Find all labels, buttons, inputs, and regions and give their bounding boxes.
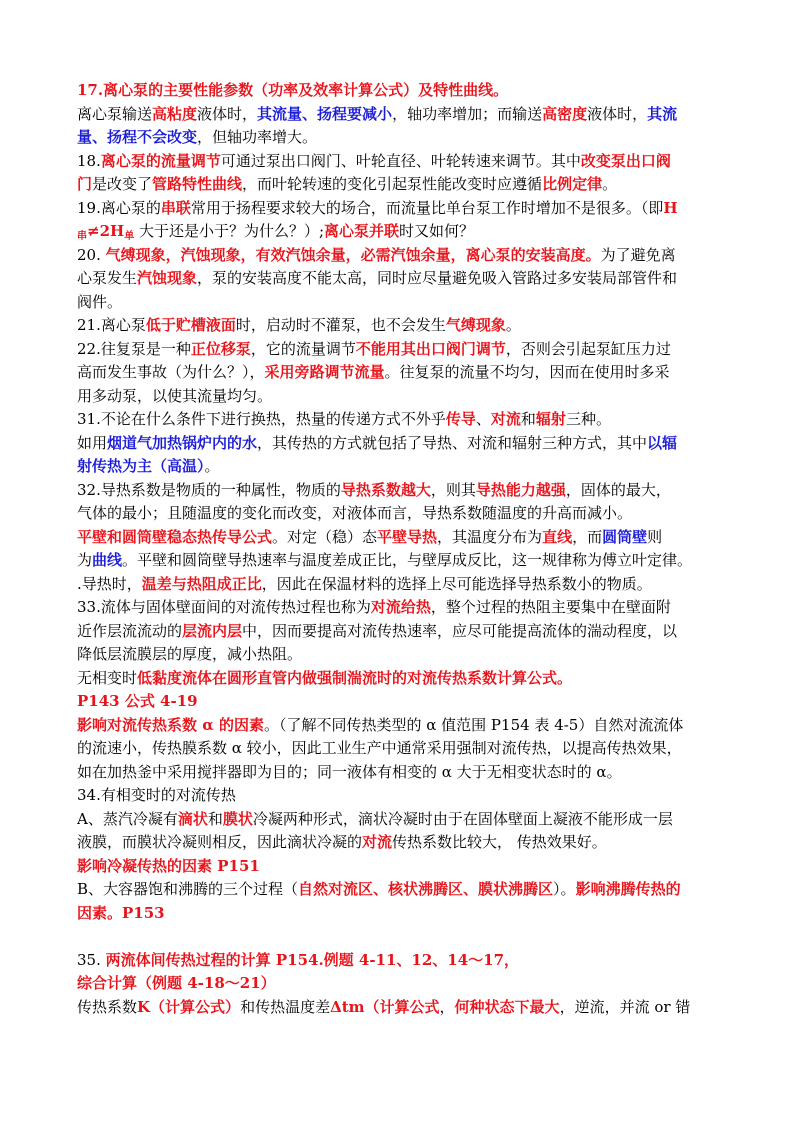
text-run: ，泵的安装高度不能太高，同时应尽量避免吸入管路过多安装局部管件和 [197,269,678,287]
text-run: 、 [475,410,491,428]
text-line [77,385,722,409]
text-run: 气缚现象 [445,316,506,334]
text-run: 如在加热釜中采用搅拌器即为目的；同一液体有相变的 α 大于无相变状态时的 α。 [77,762,622,781]
document-body [77,79,722,1019]
text-line [77,361,722,385]
text-run: 何种状态下最大 [454,997,560,1016]
text-line [77,831,722,855]
text-run: 低黏度流体在圆形直管内做强制湍流时的对流传热系数计算公式。 [137,668,573,687]
text-run: 。往复泵的流量不均匀，因而在使用时多采 [384,363,670,381]
text-run: 。平壁和圆筒壁导热速率与温度差成正比，与壁厚成反比，这一规律称为傅立叶定律。 [122,551,693,569]
text-line [77,737,722,761]
text-run: 射传热为主（高温） [77,457,205,475]
text-line [77,314,722,338]
text-run: 和传热温度差 [240,997,331,1016]
text-run: 其流量、扬程要减小 [257,104,393,123]
text-run: 20. [77,245,106,264]
text-run: 以辐 [647,433,678,452]
text-run: 心泵发生 [77,269,138,287]
text-run: 因素。P153 [77,903,165,922]
text-line [77,925,722,949]
text-run: 液体时， [197,104,258,123]
text-run: 为了避免离 [600,245,676,264]
text-line [77,103,722,127]
text-run: 33.流体与固体壁面间的对流传热过程也称为 [77,598,371,616]
text-run: 和 [520,410,536,428]
text-run: H [663,198,678,217]
text-run: 导热系数越大 [340,480,431,499]
text-run: 其流 [647,104,678,123]
text-run: ，整个过程的热阻主要集中在壁面附 [430,598,671,616]
text-line [77,338,722,362]
text-run: 离心泵的流量调节 [100,151,221,170]
text-run: ，固体的最大， [565,480,671,499]
text-run: ，它的流量调节 [250,339,356,358]
text-run: Δtm（计算公式 [330,997,440,1016]
text-run: P143 公式 4-19 [77,692,198,710]
text-line [77,291,722,315]
text-line [77,784,722,808]
text-run: 17.离心泵的主要性能参数（功率及效率计算公式）及特性曲线。 [77,81,509,99]
text-run: 直线 [542,527,573,546]
text-run: 改变泵出口阀 [580,151,671,170]
text-run: 传热系数 [77,997,138,1016]
text-line [77,526,722,550]
text-line [77,643,722,667]
text-line [77,808,722,832]
text-run: 正位移泵 [190,339,251,358]
text-line [77,855,722,879]
text-run: 22.往复泵是一种 [77,339,191,358]
text-run: 常用于扬程要求较大的场合，而流量比单台泵工作时增加不是很多。（即 [190,198,664,217]
text-run: 采用旁路调节流量 [264,363,385,381]
text-run: 滴状 [177,809,208,828]
text-run: 中，因而要提高对流传热速率，应尽可能提高流体的湍动程度，以 [242,621,678,640]
text-line [77,667,722,691]
text-run: 综合计算（例题 4-18～21） [77,974,276,992]
text-run: 圆筒壁 [602,527,648,546]
text-run: 高而发生事故（为什么？）， [77,363,265,381]
text-run: 34.有相变时的对流传热 [77,786,236,804]
text-line [77,479,722,503]
text-run: 管路特性曲线 [152,175,243,193]
text-run: 影响沸腾传热的 [575,880,681,898]
text-run: ，但轴功率增大。 [197,128,318,146]
text-run: 汽蚀现象 [137,269,198,287]
text-run: K（计算公式） [137,997,241,1016]
text-run: 比例定律 [542,175,603,193]
text-run: 21.离心泵 [77,316,146,334]
text-run: 31.不论在什么条件下进行换热，热量的传递方式不外乎 [77,410,446,428]
text-run: ，因此在保温材料的选择上尽可能选择导热系数小的物质。 [261,574,652,593]
text-line [77,549,722,573]
text-run: 量、扬程不会改变 [77,128,198,146]
text-run: ，其温度分布为 [437,527,543,546]
text-run: ，而 [572,527,603,546]
text-run: 自然对流区、核状沸腾区、膜状沸腾区 [298,880,554,898]
text-run: 则 [647,527,663,546]
text-run: 离心泵并联 [324,222,400,240]
text-run: 门 [77,175,93,193]
text-run: 高密度 [542,104,588,123]
text-run: 如用 [77,433,108,452]
text-run: 两流体间传热过程的计算 P154.例题 4-11、12、14～17， [105,950,520,969]
text-line [77,690,722,714]
text-run: 导热能力越强 [475,480,566,499]
text-run: .导热时， [77,574,142,593]
text-run: 。 [505,316,521,334]
text-run: 对流给热 [370,598,431,616]
text-line [77,902,722,926]
text-run: 时又如何？ [399,222,475,240]
text-run: 是改变了 [92,175,153,193]
text-run: 用多动泵，以使其流量均匀。 [77,386,273,405]
text-line [77,150,722,174]
text-run: 的流速小，传热膜系数 α 较小，因此工业生产中通常采用强制对流传热，以提高传热效果， [77,739,682,757]
text-run: ）。 [553,880,576,898]
text-run: 平壁导热 [377,527,438,546]
text-run: 层流内层 [182,621,243,640]
text-line [77,972,722,996]
text-run: 阀件。 [77,292,123,311]
text-line [77,996,722,1020]
text-run: 气体的最小；且随温度的变化而改变，对液体而言，导热系数随温度的升高而减小。 [77,504,633,522]
text-run: 时，启动时不灌泵，也不会发生 [235,316,446,334]
text-run: 无相变时 [77,668,138,687]
text-run: ，轴功率增加；而输送 [392,104,543,123]
text-run: 和 [207,809,223,828]
text-run: 19.离心泵的 [77,198,161,217]
text-run: 辐射 [535,410,566,428]
text-line [77,408,722,432]
text-run: ，则其 [430,480,476,499]
text-run: 传导 [445,410,476,428]
text-run: ，其传热的方式就包括了导热、对流和辐射三种方式，其中 [257,433,648,452]
text-run: 对流 [490,410,521,428]
text-run: 液体时， [587,104,648,123]
text-run: 三种。 [565,410,611,428]
text-line [77,432,722,456]
text-run: 串联 [160,198,191,217]
text-line [77,596,722,620]
text-run: 可通过泵出口阀门、叶轮直径、叶轮转速来调节。其中 [220,151,581,170]
text-run: 降低层流膜层的厚度，减小热阻。 [77,645,303,663]
text-run: 膜状 [222,809,253,828]
text-run: 高粘度 [152,104,198,123]
text-run: 烟道气加热锅炉内的水 [107,433,258,452]
text-line [77,949,722,973]
text-line [77,620,722,644]
text-run: 。对定（稳）态 [272,527,378,546]
text-run: 液膜，而膜状冷凝则相反，因此滴状冷凝的 [77,833,363,851]
text-run: 18. [77,151,101,170]
text-run: 曲线 [92,551,123,569]
text-run: 影响对流传热系数 α 的因素 [77,715,264,734]
text-run: 离心泵输送 [77,104,153,123]
text-line [77,502,722,526]
text-run: 近作层流流动的 [77,621,183,640]
text-line [77,220,722,244]
text-run: 单 [124,231,135,242]
text-run: 。 [204,457,220,475]
text-line [77,267,722,291]
text-run: ， [439,997,455,1016]
text-run: ≠2H [87,222,125,240]
text-run: 35. [77,950,106,969]
text-run: 32.导热系数是物质的一种属性，物质的 [77,480,341,499]
text-run: 为 [77,551,93,569]
text-line [77,244,722,268]
text-run: ，而叶轮转速的变化引起泵性能改变时应遵循 [242,175,543,193]
text-run: 气缚现象，汽蚀现象，有效汽蚀余量，必需汽蚀余量，离心泵的安装高度。 [105,245,601,264]
text-run: 。 [602,175,618,193]
text-line [77,573,722,597]
text-run: 温差与热阻成正比 [141,574,262,593]
text-line [77,126,722,150]
text-run: 对流 [362,833,393,851]
text-run: B、大容器饱和沸腾的三个过程（ [77,880,299,898]
text-line [77,79,722,103]
text-run: 低于贮槽液面 [145,316,236,334]
text-run: 不能用其出口阀门调节 [355,339,506,358]
text-line [77,455,722,479]
text-run: ，逆流，并流 or 错 [559,997,691,1016]
text-line [77,197,722,221]
text-run: 。（了解不同传热类型的 α 值范围 P154 表 4-5）自然对流流体 [264,715,684,734]
text-run: 传热系数比较大， 传热效果好。 [392,833,607,851]
text-line [77,761,722,785]
text-run: 影响冷凝传热的因素 P151 [77,856,260,875]
text-line [77,173,722,197]
text-run: 大于还是小于？为什么？）; [134,222,325,240]
text-run: 平壁和圆筒壁稳态热传导公式 [77,527,273,546]
text-run: A、蒸汽冷凝有 [77,809,178,828]
text-run: ，否则会引起泵缸压力过 [505,339,671,358]
text-run: 冷凝两种形式，滴状冷凝时由于在固体壁面上凝液不能形成一层 [252,809,673,828]
text-run: 串 [77,231,87,242]
text-line [77,878,722,902]
text-line [77,714,722,738]
